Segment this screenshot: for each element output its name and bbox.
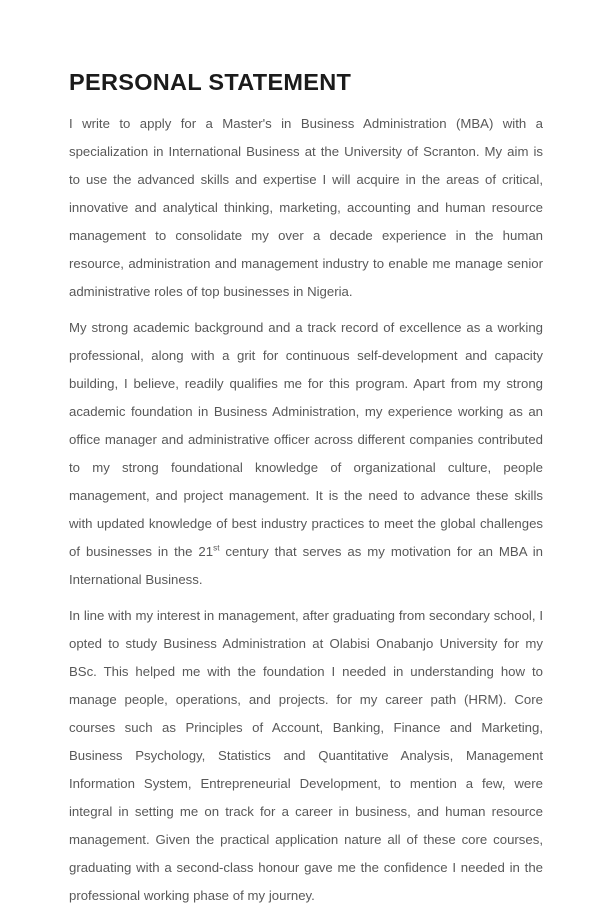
paragraph-1: I write to apply for a Master's in Business Administration (MBA) with a specialization in International Business at the University of Scranton. My aim is to use the advanced skills and expertise I will acquire in the areas of critical, innovative and analytical thinking, marketing, accounting and human resource management to consolidate my over a decade experience in the human resource, administration and management industry to enable me manage senior administrative roles of top businesses in Nigeria.: [69, 116, 543, 299]
paragraph-2: [69, 314, 543, 594]
ordinal-suffix-21st: st: [213, 543, 220, 553]
body-copy: [69, 110, 543, 910]
paragraph-2-text-after-ordinal: century that serves as my motivation for an MBA in International Business.: [69, 544, 543, 587]
page-title: PERSONAL STATEMENT: [69, 69, 352, 95]
paragraph-3: In line with my interest in management, after graduating from secondary school, I opted to study Business Administration at Olabisi Onabanjo University for my BSc. This helped me with the foundation I needed in understanding how to manage people, operations, and projects. for my career path (HRM). Core courses such as Principles of Account, Banking, Finance and Marketing, Business Psychology, Statistics and Quantitative Analysis, Management Information System, Entrepreneurial Development, to mention a few, were integral in setting me on track for a career in business, and human resource management. Given the practical application nature all of these core courses, graduating with a second-class honour gave me the confidence I needed in the professional working phase of my journey.: [69, 608, 543, 903]
paragraph-2-text-before-ordinal: My strong academic background and a track record of excellence as a working professional, along with a grit for continuous self-development and capacity building, I believe, readily qualifies me for this program. Apart from my strong academic foundation in Business Administration, my experience working as an office manager and administrative officer across different companies contributed to my strong foundational knowledge of organizational culture, people management, and project management. It is the need to advance these skills with updated knowledge of best industry practices to meet the global challenges of businesses in the 21: [69, 320, 543, 559]
